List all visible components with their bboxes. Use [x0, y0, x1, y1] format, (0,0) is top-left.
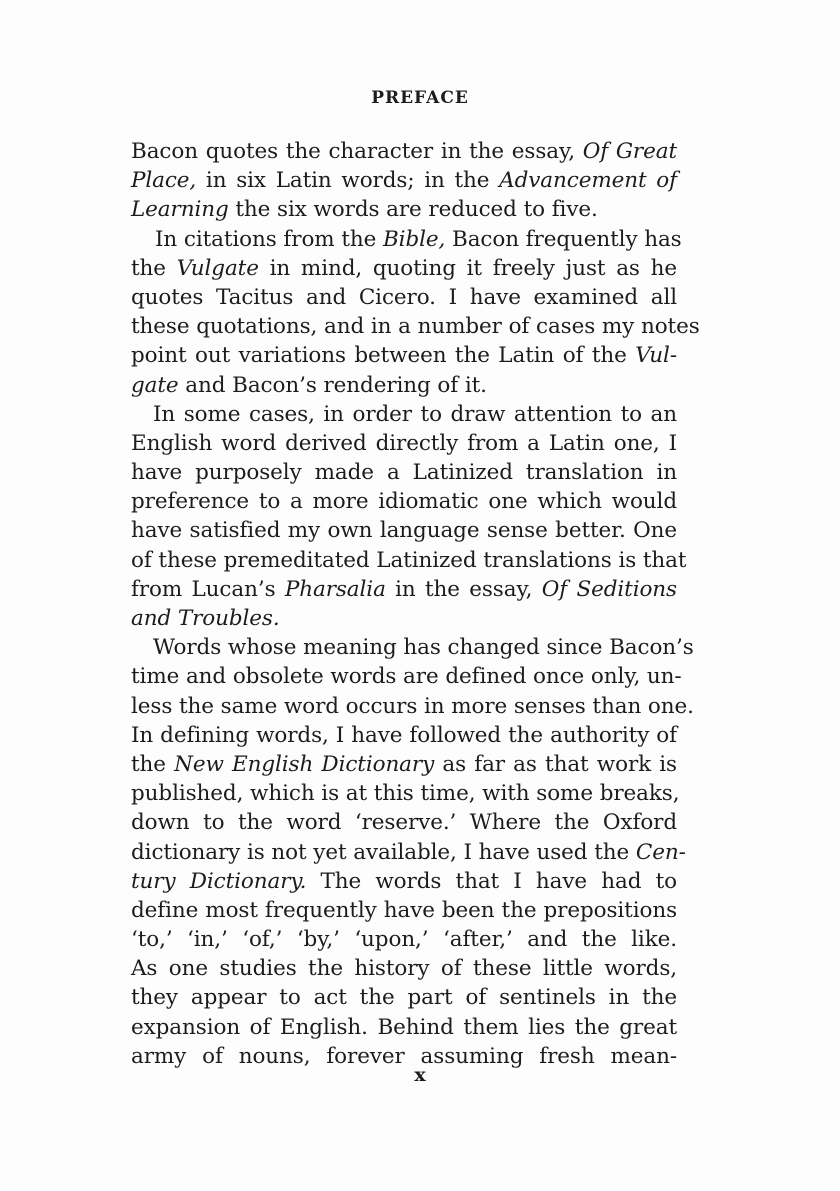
text-line: expansion of English. Behind them lies the great — [131, 1014, 677, 1040]
text-line: tury Dictionary. The words that I have had to — [131, 868, 678, 894]
text-line: down to the word ‘reserve.’ Where the Oxford — [131, 810, 677, 836]
body-text — [131, 137, 700, 1071]
text-line: the Vulgate in mind, quoting it freely just as he — [131, 255, 677, 281]
text-line: Place, in six Latin words; in the Advancement of — [131, 168, 677, 194]
page-number: x — [414, 1064, 426, 1086]
text-line: these quotations, and in a number of cases my notes — [131, 314, 700, 340]
text-line: they appear to act the part of sentinels in the — [131, 985, 677, 1011]
text-line: In citations from the Bible, Bacon frequently has — [155, 226, 682, 252]
text-line: point out variations between the Latin of the Vul- — [131, 343, 677, 369]
text-line: Bacon quotes the character in the essay, Of Great — [131, 139, 677, 164]
text-line: dictionary is not yet available, I have used the Cen- — [131, 839, 686, 865]
text-line: the New English Dictionary as far as that work is — [131, 751, 677, 777]
text-line: ‘to,’ ‘in,’ ‘of,’ ‘by,’ ‘upon,’ ‘after,’ and the like. — [131, 927, 677, 953]
text-line: less the same word occurs in more senses than one. — [131, 693, 694, 719]
text-line: Learning the six words are reduced to five. — [131, 197, 598, 223]
text-line: preference to a more idiomatic one which would — [131, 489, 677, 515]
text-line: time and obsolete words are defined once only, un- — [131, 664, 682, 690]
text-line: In defining words, I have followed the authority of — [131, 722, 677, 748]
text-line: published, which is at this time, with some breaks, — [131, 781, 680, 807]
text-line: have satisfied my own language sense better. One — [131, 518, 677, 544]
text-line: define most frequently have been the prepositions — [131, 897, 677, 923]
text-line: quotes Tacitus and Cicero. I have examined all — [131, 284, 677, 310]
running-header: PREFACE — [371, 88, 469, 108]
text-line: In some cases, in order to draw attention to an — [153, 401, 677, 427]
text-line: army of nouns, forever assuming fresh mean- — [131, 1043, 677, 1069]
text-line: Words whose meaning has changed since Bacon’s — [153, 635, 694, 661]
text-line: As one studies the history of these little words, — [131, 956, 677, 982]
text-line: of these premeditated Latinized translations is that — [131, 547, 687, 573]
text-line: from Lucan’s Pharsalia in the essay, Of Seditions — [131, 576, 677, 602]
text-line: gate and Bacon’s rendering of it. — [131, 372, 487, 398]
text-line: and Troubles. — [131, 606, 280, 631]
text-line: have purposely made a Latinized translation in — [131, 460, 677, 486]
text-line: English word derived directly from a Latin one, I — [131, 430, 677, 456]
